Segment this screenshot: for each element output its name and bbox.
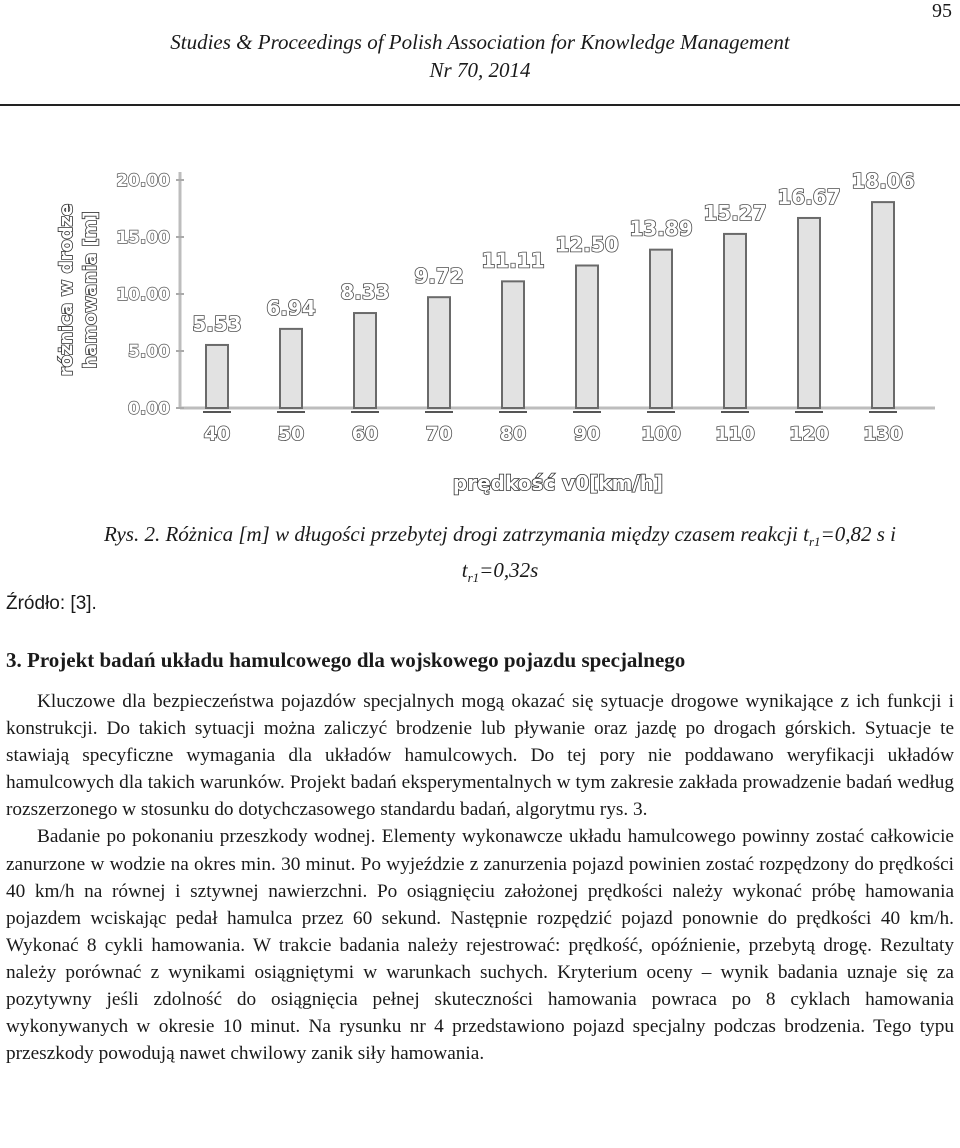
y-tick-label: 5.00 [128, 342, 170, 362]
figure-caption: Rys. 2. Różnica [m] w długości przebytej drogi zatrzymania między czasem reakcji $t_{r1}=0,82$ s i $t_{r1}=0,32s$ [104, 522, 896, 586]
x-tick-label: 100 [641, 423, 681, 445]
body-text [6, 688, 954, 1067]
data-label: 18.06 [851, 169, 915, 194]
bar-chart [50, 160, 940, 500]
data-label: 13.89 [629, 216, 693, 241]
x-tick-label: 40 [203, 423, 231, 445]
chart-labels [56, 169, 915, 495]
x-tick-label: 110 [715, 423, 755, 445]
data-label: 12.50 [555, 232, 619, 257]
bar [428, 297, 450, 408]
y-tick-label: 10.00 [116, 285, 170, 305]
figure-source: Źródło: [3]. [6, 593, 97, 614]
x-tick-label: 90 [573, 423, 601, 445]
data-label: 8.33 [340, 280, 390, 305]
data-label: 9.72 [414, 264, 464, 289]
bar [576, 266, 598, 409]
paragraph: Badanie po pokonaniu przeszkody wodnej. Elementy wykonawcze układu hamulcowego powinny zostać całkowicie zanurzone w wodzie na okres min. 30 minut. Po wyjeździe z zanurzenia pojazd powinien zostać rozpędzony do prędkości 40 km/h na równej i sztywnej nawierzchni. Po osiągnięciu założonej prędkości należy wykonać próbę hamowania pojazdem wciskając pedał hamulca przez 60 sekund. Następnie rozpędzić pojazd ponownie do prędkości 40 km/h. Wykonać 8 cykli hamowania. W trakcie badania należy rejestrować: prędkość, opóźnienie, przebytą drogę. Rezultaty należy porównać z wynikami osiągniętymi w warunkach suchych. Kryterium oceny – wynik badania uznaje się za pozytywny jeśli zdolność do osiągnięcia pełnej skuteczności hamowania powraca po 8 cyklach hamowania wykonywanych w okresie 10 minut. Na rysunku nr 4 przedstawiono pojazd specjalny podczas brodzenia. Tego typu przeszkody powodują nawet chwilowy zanik siły hamowania. [6, 826, 954, 1065]
page-number: 95 [932, 0, 952, 22]
y-tick-label: 0.00 [128, 399, 170, 419]
journal-issue: Nr 70, 2014 [429, 58, 531, 82]
journal-title: Studies & Proceedings of Polish Association for Knowledge Management [170, 30, 790, 54]
data-label: 16.67 [777, 184, 841, 209]
x-tick-label: 50 [277, 423, 305, 445]
bar [502, 281, 524, 408]
bar [724, 234, 746, 408]
y-axis-title-line1: różnica w drodze [56, 203, 77, 377]
data-label: 15.27 [703, 200, 767, 225]
x-tick-label: 60 [351, 423, 379, 445]
paragraph: Kluczowe dla bezpieczeństwa pojazdów specjalnych mogą okazać się sytuacje drogowe wynikające z ich funkcji i konstrukcji. Do takich sytuacji można zaliczyć brodzenie lub pływanie oraz jazdę po drogach górskich. Sytuacje te stawiają specyficzne wymagania dla układów hamulcowych. Do tej pory nie poddawano weryfikacji układów hamulcowych dla takich warunków. Projekt badań eksperymentalnych w tym zakresie zakłada prowadzenie badań według rozszerzonego w stosunku do dotychczasowego standardu badań, algorytmu rys. 3. [6, 691, 954, 821]
bar [798, 218, 820, 408]
x-tick-label: 120 [789, 423, 829, 445]
bar [650, 250, 672, 408]
bar [872, 202, 894, 408]
bar [206, 345, 228, 408]
x-axis-title: prędkość v0[km/h] [452, 471, 664, 495]
data-label: 5.53 [192, 311, 242, 336]
y-axis-title-line2: hamowania [m] [80, 211, 101, 369]
journal-header [0, 28, 960, 84]
data-label: 6.94 [266, 295, 316, 320]
data-label: 11.11 [481, 248, 545, 273]
x-tick-label: 80 [499, 423, 527, 445]
header-divider [0, 104, 960, 106]
bar [354, 313, 376, 408]
section-title: 3. Projekt badań układu hamulcowego dla wojskowego pojazdu specjalnego [6, 648, 686, 672]
y-tick-label: 15.00 [116, 228, 170, 248]
bar [280, 329, 302, 408]
y-tick-label: 20.00 [116, 171, 170, 191]
x-tick-label: 130 [863, 423, 903, 445]
x-tick-label: 70 [425, 423, 453, 445]
